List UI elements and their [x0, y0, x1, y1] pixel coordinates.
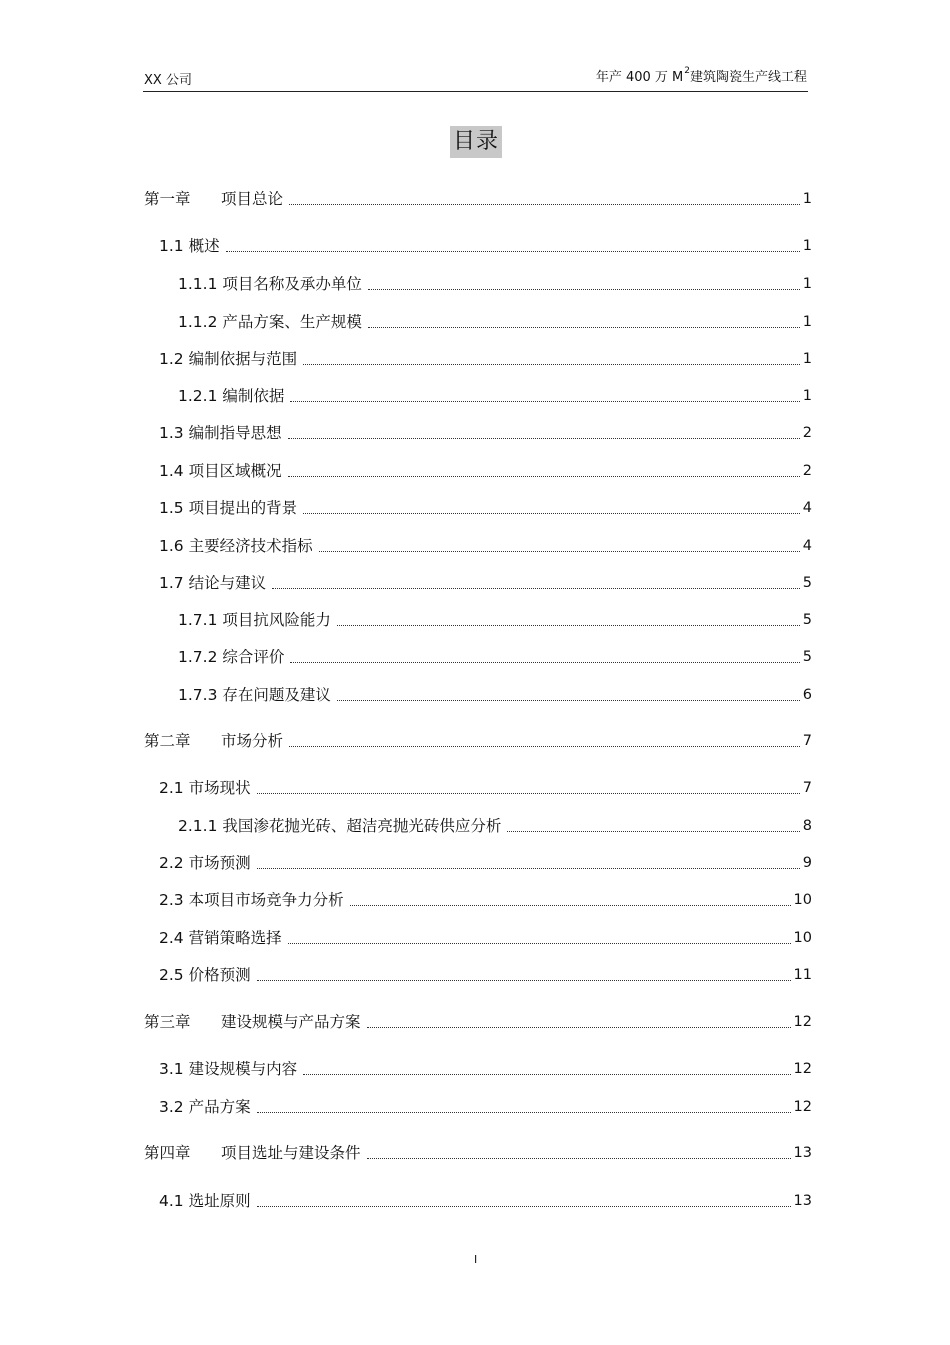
toc-entry-label	[159, 423, 282, 443]
toc-entry[interactable]	[159, 461, 812, 481]
toc-dot-leader	[303, 1074, 790, 1075]
toc-entry-text: 1.7.1 项目抗风险能力	[178, 611, 331, 629]
toc-dot-leader	[368, 327, 800, 328]
toc-entry-label	[178, 274, 362, 294]
toc-entry-label	[144, 189, 283, 209]
toc-dot-leader	[290, 401, 799, 402]
toc-entry-label	[159, 965, 251, 985]
toc-entry[interactable]	[159, 965, 812, 985]
toc-dot-leader	[226, 251, 800, 252]
toc-chapter-number: 第四章	[144, 1144, 191, 1162]
toc-entry[interactable]	[159, 1097, 812, 1117]
toc-entry-label	[159, 236, 220, 256]
toc-dot-leader	[288, 438, 800, 439]
toc-dot-leader	[368, 289, 800, 290]
toc-page-number: 4	[802, 538, 812, 554]
toc-entry-label	[159, 1097, 251, 1117]
header-company: XX 公司	[144, 73, 192, 88]
toc-dot-leader	[303, 513, 800, 514]
toc-dot-leader	[257, 980, 791, 981]
toc-page-number: 7	[802, 780, 812, 796]
toc-page-number: 11	[793, 967, 812, 983]
toc-dot-leader	[367, 1158, 791, 1159]
toc-entry-label	[159, 536, 313, 556]
toc-entry[interactable]	[178, 816, 812, 836]
toc-entry-label	[159, 498, 297, 518]
toc-entry-text: 3.2 产品方案	[159, 1098, 251, 1116]
toc-entry-label	[159, 778, 251, 798]
toc-entry-text: 项目选址与建设条件	[221, 1144, 361, 1162]
toc-page-number: 5	[802, 649, 812, 665]
toc-chapter-number: 第一章	[144, 190, 191, 208]
toc-page-number: 12	[793, 1014, 812, 1030]
toc-entry[interactable]	[159, 498, 812, 518]
header-project-suffix: 建筑陶瓷生产线工程	[689, 70, 807, 85]
toc-page-number: 2	[802, 463, 812, 479]
toc-entry-text: 2.2 市场预测	[159, 854, 251, 872]
toc-dot-leader	[257, 868, 800, 869]
toc-entry-text: 市场分析	[221, 732, 284, 750]
toc-entry[interactable]	[159, 423, 812, 443]
toc-entry-label	[159, 461, 282, 481]
toc-page-number: 6	[802, 687, 812, 703]
toc-dot-leader	[289, 204, 800, 205]
footer-page-number: I	[474, 1253, 478, 1266]
toc-dot-leader	[257, 793, 800, 794]
toc-page-number: 8	[802, 818, 812, 834]
toc-entry[interactable]	[178, 312, 812, 332]
toc-entry-text: 1.7.2 综合评价	[178, 648, 285, 666]
toc-entry-text: 2.1 市场现状	[159, 779, 251, 797]
toc-entry[interactable]	[159, 349, 812, 369]
toc-entry-label	[159, 890, 344, 910]
toc-entry-text: 3.1 建设规模与内容	[159, 1060, 298, 1078]
toc-entry[interactable]	[178, 685, 812, 705]
toc-entry-label	[144, 731, 283, 751]
toc-dot-leader	[337, 625, 800, 626]
toc-dot-leader	[257, 1206, 791, 1207]
toc-entry-label	[178, 647, 284, 667]
toc-chapter-entry[interactable]	[144, 1012, 812, 1032]
toc-entry-text: 1.4 项目区域概况	[159, 462, 282, 480]
toc-dot-leader	[337, 700, 800, 701]
toc-dot-leader	[507, 831, 799, 832]
toc-entry[interactable]	[178, 610, 812, 630]
toc-entry-text: 项目总论	[221, 190, 284, 208]
toc-entry-label	[178, 312, 362, 332]
toc-page-number: 1	[802, 351, 812, 367]
toc-entry-text: 1.3 编制指导思想	[159, 424, 282, 442]
toc-entry-text: 1.1.1 项目名称及承办单位	[178, 275, 362, 293]
toc-entry-label	[178, 685, 331, 705]
toc-entry-text: 1.1 概述	[159, 237, 220, 255]
toc-entry-text: 2.3 本项目市场竞争力分析	[159, 891, 344, 909]
toc-entry-label	[178, 816, 501, 836]
toc-page-number: 10	[793, 930, 812, 946]
toc-page-number: 12	[793, 1099, 812, 1115]
toc-page-number: 10	[793, 892, 812, 908]
toc-dot-leader	[289, 746, 800, 747]
toc-entry[interactable]	[178, 647, 812, 667]
toc-dot-leader	[367, 1027, 791, 1028]
toc-entry-text: 1.2 编制依据与范围	[159, 350, 298, 368]
toc-dot-leader	[290, 662, 799, 663]
header-divider	[143, 91, 808, 92]
toc-page-number: 1	[802, 314, 812, 330]
toc-entry-label	[144, 1012, 361, 1032]
toc-chapter-entry[interactable]	[144, 1143, 812, 1163]
toc-dot-leader	[288, 943, 791, 944]
toc-dot-leader	[272, 588, 800, 589]
toc-page-number: 7	[802, 733, 812, 749]
toc-entry[interactable]	[159, 1059, 812, 1079]
toc-page-number: 13	[793, 1145, 812, 1161]
toc-entry-label	[159, 1059, 297, 1079]
toc-entry[interactable]	[178, 274, 812, 294]
toc-entry-text: 1.7.3 存在问题及建议	[178, 686, 331, 704]
toc-entry-label	[159, 1191, 251, 1211]
toc-entry[interactable]	[159, 236, 812, 256]
toc-entry-text: 1.1.2 产品方案、生产规模	[178, 313, 362, 331]
toc-entry-text: 4.1 选址原则	[159, 1192, 251, 1210]
toc-page-number: 1	[802, 276, 812, 292]
toc-dot-leader	[257, 1112, 791, 1113]
toc-chapter-number: 第二章	[144, 732, 191, 750]
toc-entry-text: 建设规模与产品方案	[221, 1013, 361, 1031]
toc-entry-label	[178, 610, 331, 630]
toc-entry[interactable]	[159, 1191, 812, 1211]
toc-entry-label	[159, 349, 297, 369]
toc-entry[interactable]	[178, 386, 812, 406]
toc-chapter-entry[interactable]	[144, 731, 812, 751]
toc-chapter-number: 第三章	[144, 1013, 191, 1031]
toc-page-number: 12	[793, 1061, 812, 1077]
toc-entry-text: 1.6 主要经济技术指标	[159, 537, 313, 555]
toc-entry-text: 1.2.1 编制依据	[178, 387, 285, 405]
toc-page-number: 4	[802, 500, 812, 516]
toc-page-number: 13	[793, 1193, 812, 1209]
toc-dot-leader	[350, 905, 791, 906]
toc-entry-label	[159, 573, 266, 593]
toc-page-number: 5	[802, 575, 812, 591]
toc-entry-text: 2.5 价格预测	[159, 966, 251, 984]
header-project-prefix: 年产 400 万 M	[595, 70, 684, 85]
toc-entry[interactable]	[159, 853, 812, 873]
toc-dot-leader	[303, 364, 800, 365]
toc-chapter-entry[interactable]	[144, 189, 812, 209]
toc-entry-label	[144, 1143, 361, 1163]
toc-entry[interactable]	[159, 778, 812, 798]
toc-entry[interactable]	[159, 928, 812, 948]
toc-dot-leader	[288, 476, 800, 477]
toc-page-number: 1	[802, 238, 812, 254]
toc-page-number: 9	[802, 855, 812, 871]
toc-page-number: 2	[802, 425, 812, 441]
toc-entry[interactable]	[159, 536, 812, 556]
header-project-title	[596, 66, 807, 85]
toc-page-number: 1	[802, 191, 812, 207]
toc-entry-text: 2.4 营销策略选择	[159, 929, 282, 947]
toc-entry-text: 1.5 项目提出的背景	[159, 499, 298, 517]
toc-entry-text: 1.7 结论与建议	[159, 574, 267, 592]
toc-page-number: 5	[802, 612, 812, 628]
toc-entry-label	[159, 928, 282, 948]
toc-entry-text: 2.1.1 我国渗花抛光砖、超洁亮抛光砖供应分析	[178, 817, 502, 835]
header-project-sup: 2	[684, 65, 690, 76]
toc-entry-label	[178, 386, 284, 406]
toc-entry[interactable]	[159, 573, 812, 593]
toc-page-number: 1	[802, 388, 812, 404]
page-title: 目录	[450, 126, 502, 158]
toc-dot-leader	[319, 551, 800, 552]
toc-entry[interactable]	[159, 890, 812, 910]
toc-entry-label	[159, 853, 251, 873]
